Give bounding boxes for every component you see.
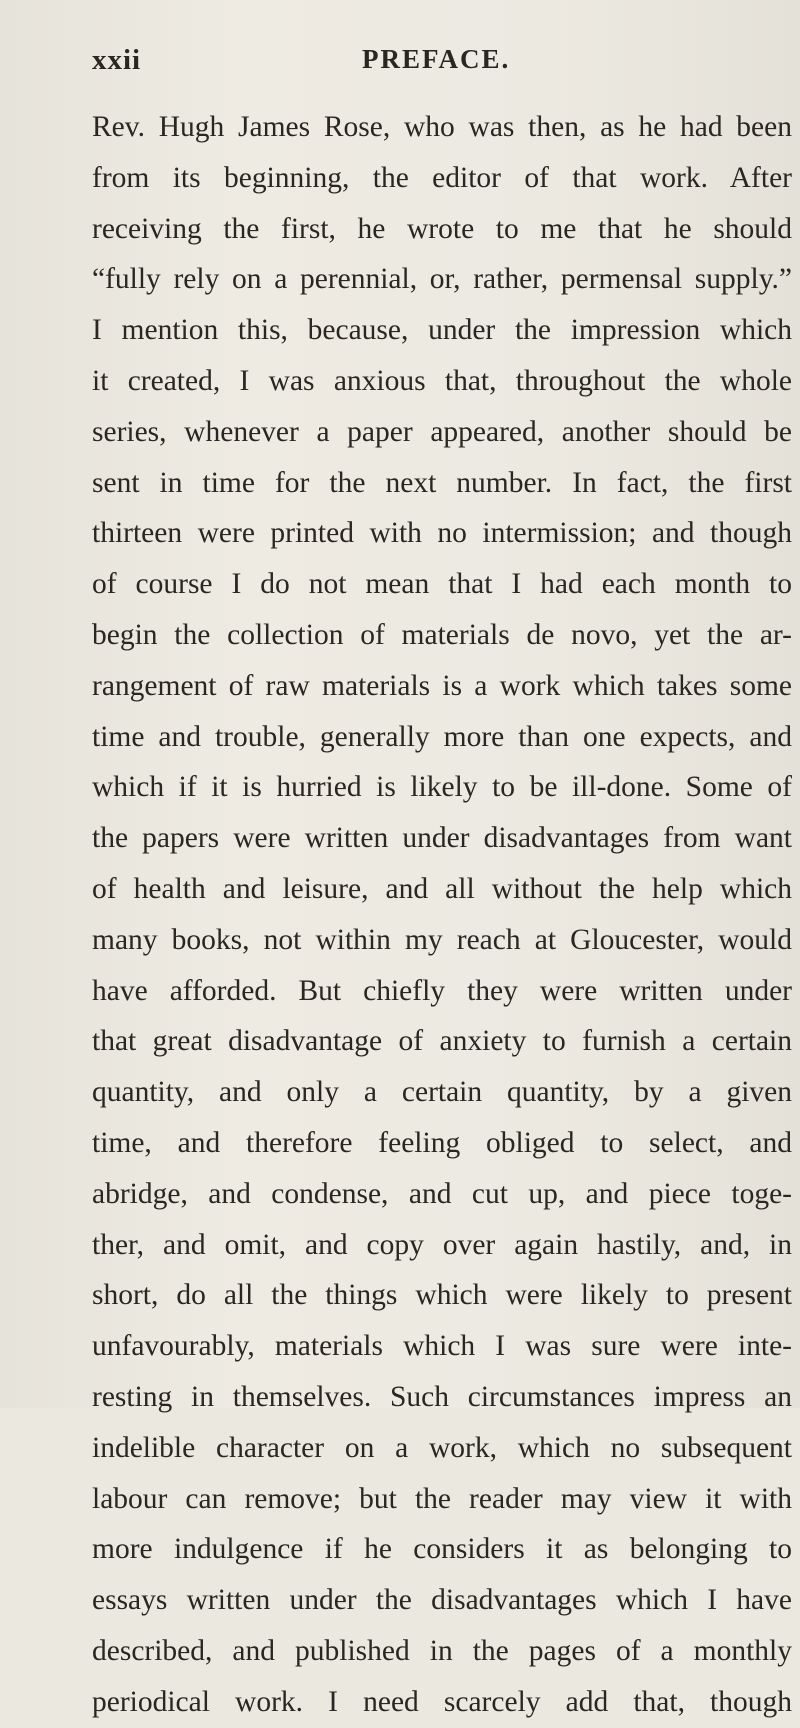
text-line: of course I do not mean that I had each month to	[92, 568, 792, 601]
running-head: PREFACE.	[362, 44, 511, 74]
text-line: which if it is hurried is likely to be ill-done. Some of	[92, 771, 792, 804]
page-number: xxii	[92, 44, 142, 76]
text-line: Rev. Hugh James Rose, who was then, as he had been	[92, 111, 792, 143]
text-line: quantity, and only a certain quantity, by a given	[92, 1076, 792, 1109]
text-line: ther, and omit, and copy over again hastily, and, in	[92, 1228, 792, 1261]
page-header	[92, 44, 792, 84]
text-line: the papers were written under disadvantages from want	[92, 822, 792, 855]
text-line: from its beginning, the editor of that work. After	[92, 161, 792, 194]
text-line: I mention this, because, under the impression which	[92, 314, 792, 347]
text-line: begin the collection of materials de novo, yet the ar-	[92, 618, 792, 651]
text-line: described, and published in the pages of a monthly	[92, 1634, 792, 1667]
text-line: it created, I was anxious that, throughout the whole	[92, 364, 792, 397]
text-line: of health and leisure, and all without the help which	[92, 872, 792, 905]
text-line: time, and therefore feeling obliged to select, and	[92, 1126, 792, 1159]
text-line: “fully rely on a perennial, or, rather, permensal supply.”	[92, 263, 792, 296]
text-line: have afforded. But chiefly they were written under	[92, 974, 792, 1007]
text-line: series, whenever a paper appeared, another should be	[92, 415, 792, 448]
body-text	[92, 102, 792, 1728]
text-line: labour can remove; but the reader may view it with	[92, 1482, 792, 1515]
text-line: thirteen were printed with no intermission; and though	[92, 517, 792, 550]
text-line: that great disadvantage of anxiety to furnish a certain	[92, 1025, 792, 1058]
text-line: rangement of raw materials is a work which takes some	[92, 669, 792, 702]
text-line: short, do all the things which were likely to present	[92, 1279, 792, 1312]
text-line: unfavourably, materials which I was sure were inte-	[92, 1330, 792, 1363]
text-line: essays written under the disadvantages which I have	[92, 1584, 792, 1617]
text-line: time and trouble, generally more than one expects, and	[92, 720, 792, 753]
text-line: more indulgence if he considers it as belonging to	[92, 1533, 792, 1566]
text-line: many books, not within my reach at Gloucester, would	[92, 923, 792, 956]
text-line: periodical work. I need scarcely add that, though	[92, 1685, 792, 1718]
text-line: resting in themselves. Such circumstances impress an	[92, 1380, 792, 1413]
text-line: sent in time for the next number. In fact, the first	[92, 466, 792, 499]
text-line: receiving the first, he wrote to me that he should	[92, 212, 792, 245]
text-line: abridge, and condense, and cut up, and piece toge-	[92, 1177, 792, 1210]
text-line: indelible character on a work, which no subsequent	[92, 1431, 792, 1464]
